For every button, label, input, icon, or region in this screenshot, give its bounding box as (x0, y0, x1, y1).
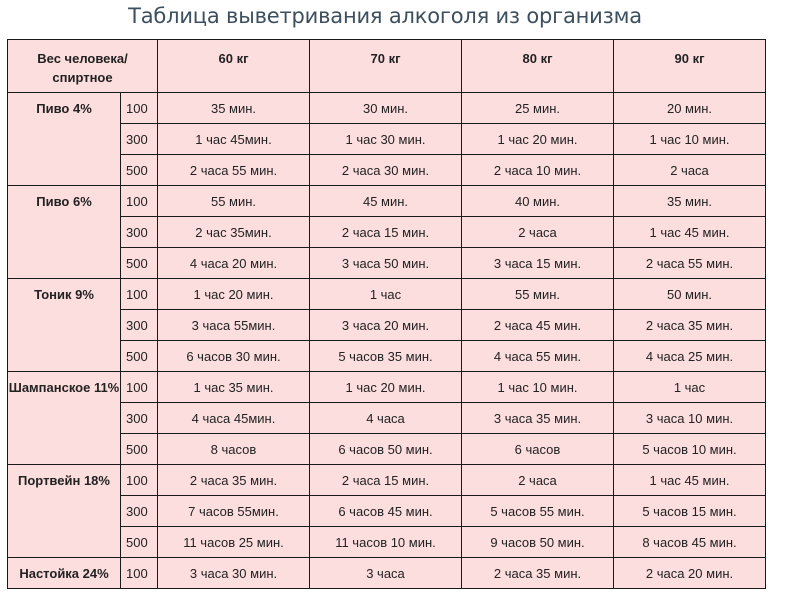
page-title: Таблица выветривания алкоголя из организма (128, 4, 642, 28)
time-cell: 4 часа 45мин. (158, 403, 310, 434)
time-cell: 35 мин. (158, 93, 310, 124)
volume-cell: 500 (121, 527, 158, 558)
time-cell: 20 мин. (614, 93, 766, 124)
table-row (8, 310, 766, 341)
time-cell: 6 часов 30 мин. (158, 341, 310, 372)
time-cell: 2 часа 20 мин. (614, 558, 766, 589)
header-weight-90: 90 кг (614, 40, 766, 93)
time-cell: 1 час (614, 372, 766, 403)
volume-cell: 100 (121, 93, 158, 124)
volume-cell: 100 (121, 186, 158, 217)
time-cell: 2 часа 15 мин. (310, 217, 462, 248)
time-cell: 5 часов 55 мин. (462, 496, 614, 527)
time-cell: 40 мин. (462, 186, 614, 217)
volume-cell: 500 (121, 248, 158, 279)
volume-cell: 300 (121, 124, 158, 155)
time-cell: 30 мин. (310, 93, 462, 124)
time-cell: 3 часа 50 мин. (310, 248, 462, 279)
table-row (8, 558, 766, 589)
volume-cell: 500 (121, 155, 158, 186)
time-cell: 5 часов 15 мин. (614, 496, 766, 527)
volume-cell: 100 (121, 279, 158, 310)
time-cell: 3 часа 15 мин. (462, 248, 614, 279)
time-cell: 1 час 10 мин. (462, 372, 614, 403)
header-weight-60: 60 кг (158, 40, 310, 93)
table-row (8, 248, 766, 279)
time-cell: 2 часа (462, 217, 614, 248)
time-cell: 45 мин. (310, 186, 462, 217)
time-cell: 2 часа 30 мин. (310, 155, 462, 186)
drink-name-cell: Портвейн 18% (8, 465, 121, 558)
table-row (8, 341, 766, 372)
drink-name-cell: Тоник 9% (8, 279, 121, 372)
time-cell: 3 часа 20 мин. (310, 310, 462, 341)
volume-cell: 300 (121, 310, 158, 341)
table-row (8, 155, 766, 186)
drink-name-cell: Пиво 4% (8, 93, 121, 186)
time-cell: 8 часов (158, 434, 310, 465)
header-weight-70: 70 кг (310, 40, 462, 93)
time-cell: 3 часа 10 мин. (614, 403, 766, 434)
time-cell: 1 час 45 мин. (614, 217, 766, 248)
volume-cell: 300 (121, 403, 158, 434)
time-cell: 4 часа 25 мин. (614, 341, 766, 372)
table-row (8, 124, 766, 155)
time-cell: 2 часа 10 мин. (462, 155, 614, 186)
volume-cell: 100 (121, 558, 158, 589)
time-cell: 55 мин. (462, 279, 614, 310)
time-cell: 2 часа 35 мин. (462, 558, 614, 589)
time-cell: 11 часов 25 мин. (158, 527, 310, 558)
table-row (8, 527, 766, 558)
table-row (8, 217, 766, 248)
time-cell: 4 часа (310, 403, 462, 434)
volume-cell: 300 (121, 496, 158, 527)
time-cell: 1 час 20 мин. (310, 372, 462, 403)
time-cell: 7 часов 55мин. (158, 496, 310, 527)
time-cell: 5 часов 35 мин. (310, 341, 462, 372)
header-weight-80: 80 кг (462, 40, 614, 93)
time-cell: 8 часов 45 мин. (614, 527, 766, 558)
table-row (8, 496, 766, 527)
table-row (8, 279, 766, 310)
time-cell: 3 часа (310, 558, 462, 589)
time-cell: 55 мин. (158, 186, 310, 217)
table-row (8, 93, 766, 124)
time-cell: 11 часов 10 мин. (310, 527, 462, 558)
time-cell: 1 час 30 мин. (310, 124, 462, 155)
time-cell: 35 мин. (614, 186, 766, 217)
table-row (8, 186, 766, 217)
volume-cell: 500 (121, 434, 158, 465)
time-cell: 2 часа 15 мин. (310, 465, 462, 496)
time-cell: 2 часа 35 мин. (158, 465, 310, 496)
time-cell: 1 час 45 мин. (614, 465, 766, 496)
time-cell: 2 часа 35 мин. (614, 310, 766, 341)
time-cell: 3 часа 55мин. (158, 310, 310, 341)
table-row (8, 434, 766, 465)
alcohol-elimination-table (7, 39, 766, 589)
table-header-row (8, 40, 766, 93)
table-body (8, 93, 766, 589)
time-cell: 5 часов 10 мин. (614, 434, 766, 465)
time-cell: 2 часа (614, 155, 766, 186)
time-cell: 6 часов 50 мин. (310, 434, 462, 465)
header-corner: Вес человека/ спиртное (8, 40, 158, 93)
time-cell: 2 часа 45 мин. (462, 310, 614, 341)
time-cell: 2 час 35мин. (158, 217, 310, 248)
time-cell: 1 час 20 мин. (158, 279, 310, 310)
table-row (8, 403, 766, 434)
drink-name-cell: Настойка 24% (8, 558, 121, 589)
table-row (8, 465, 766, 496)
time-cell: 2 часа (462, 465, 614, 496)
time-cell: 50 мин. (614, 279, 766, 310)
time-cell: 6 часов (462, 434, 614, 465)
time-cell: 3 часа 30 мин. (158, 558, 310, 589)
volume-cell: 500 (121, 341, 158, 372)
volume-cell: 300 (121, 217, 158, 248)
table-row (8, 372, 766, 403)
time-cell: 2 часа 55 мин. (614, 248, 766, 279)
time-cell: 1 час 10 мин. (614, 124, 766, 155)
time-cell: 25 мин. (462, 93, 614, 124)
time-cell: 4 часа 20 мин. (158, 248, 310, 279)
time-cell: 1 час 20 мин. (462, 124, 614, 155)
volume-cell: 100 (121, 465, 158, 496)
time-cell: 9 часов 50 мин. (462, 527, 614, 558)
time-cell: 1 час (310, 279, 462, 310)
drink-name-cell: Пиво 6% (8, 186, 121, 279)
drink-name-cell: Шампанское 11% (8, 372, 121, 465)
time-cell: 1 час 45мин. (158, 124, 310, 155)
time-cell: 1 час 35 мин. (158, 372, 310, 403)
volume-cell: 100 (121, 372, 158, 403)
alcohol-table-container (7, 39, 766, 589)
time-cell: 3 часа 35 мин. (462, 403, 614, 434)
time-cell: 6 часов 45 мин. (310, 496, 462, 527)
time-cell: 4 часа 55 мин. (462, 341, 614, 372)
time-cell: 2 часа 55 мин. (158, 155, 310, 186)
